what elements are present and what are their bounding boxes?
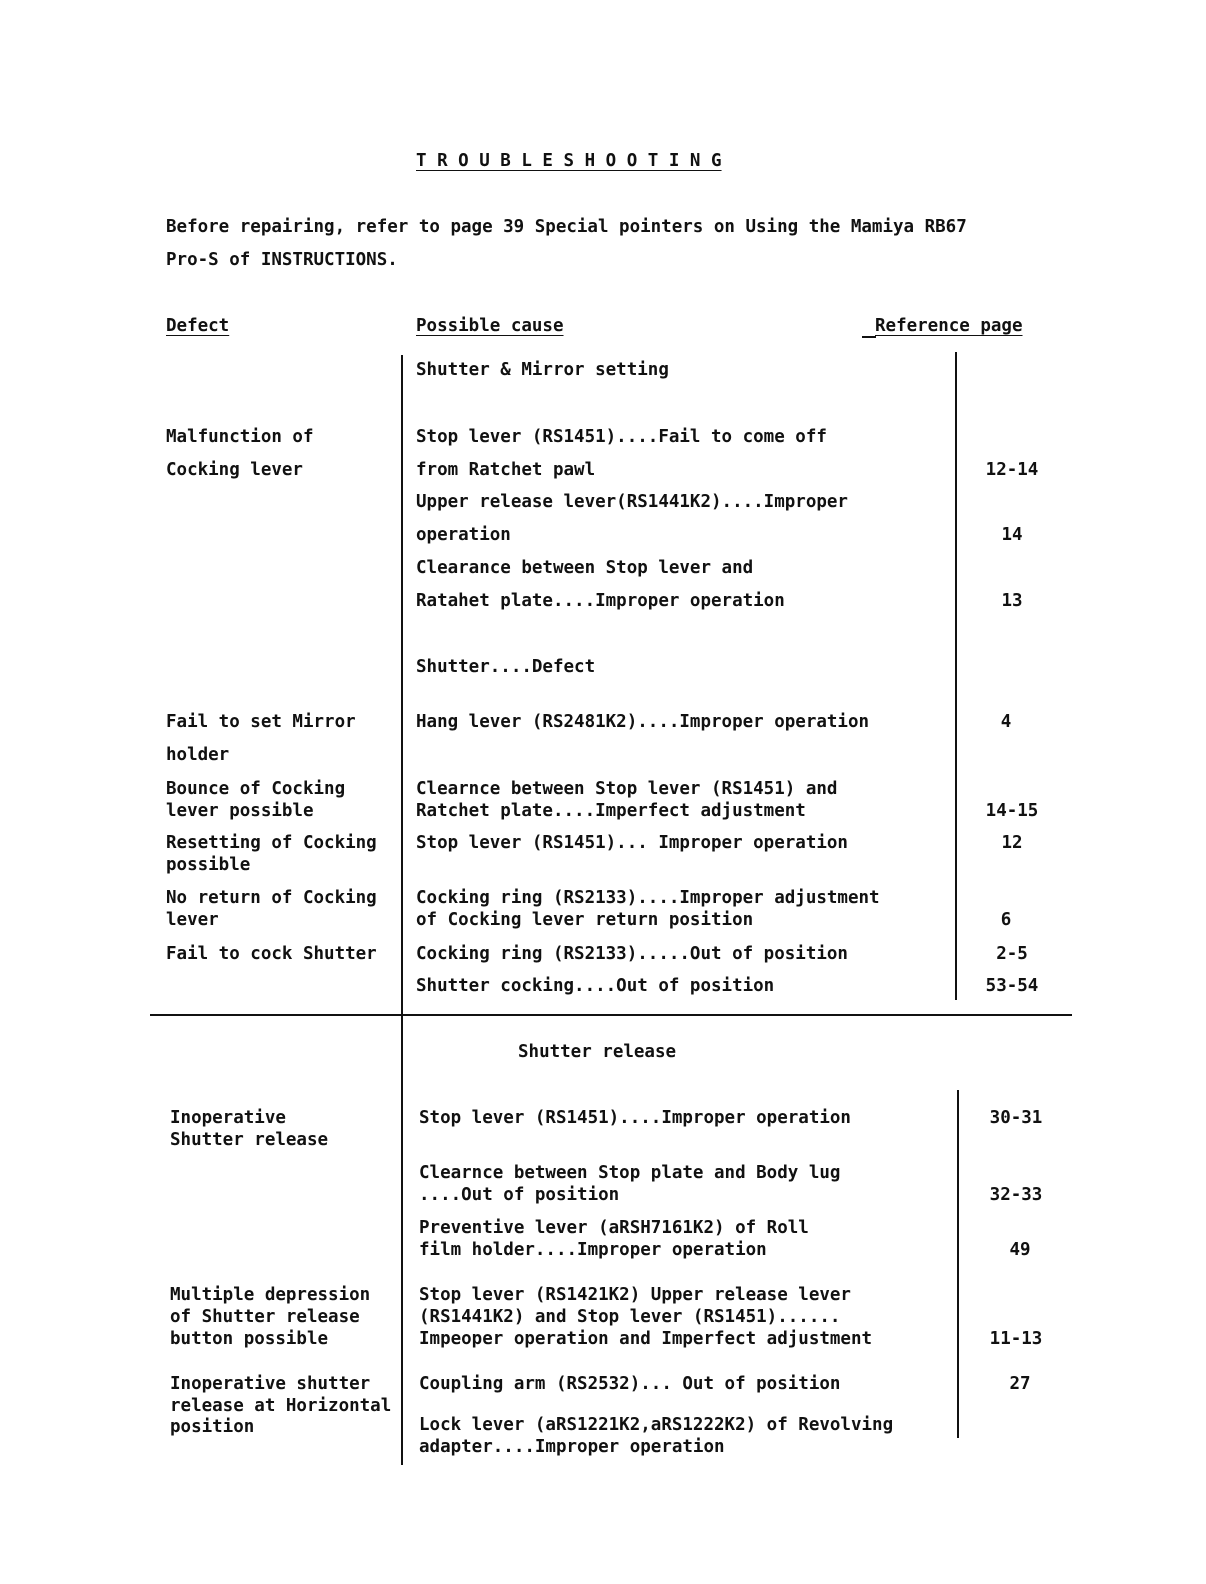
header-possible-cause: Possible cause xyxy=(416,316,564,336)
reference-page: 12 xyxy=(1001,833,1023,853)
defect-text: holder xyxy=(166,745,230,765)
reference-page: 12-14 xyxy=(985,460,1039,480)
defect-text: lever possible xyxy=(166,801,314,821)
cause-text: Cocking ring (RS2133)....Improper adjustment xyxy=(416,888,880,908)
cause-text: Shutter....Defect xyxy=(416,657,596,677)
reference-page: 2-5 xyxy=(996,944,1028,964)
defect-text: release at Horizontal xyxy=(170,1396,392,1416)
defect-text: position xyxy=(170,1417,255,1437)
intro-line-2: Pro-S of INSTRUCTIONS. xyxy=(166,250,398,270)
cause-text: ....Out of position xyxy=(419,1185,620,1205)
cause-text: Stop lever (RS1451)....Improper operation xyxy=(419,1108,851,1128)
cause-text: Impeoper operation and Imperfect adjustment xyxy=(419,1329,873,1349)
defect-text: lever xyxy=(166,910,219,930)
header-reference-page: Reference page xyxy=(875,316,1023,336)
cause-text: Clearance between Stop lever and xyxy=(416,558,754,578)
reference-page: 4 xyxy=(1000,712,1012,732)
reference-page: 14-15 xyxy=(985,801,1039,821)
cause-text: Stop lever (RS1421K2) Upper release lever xyxy=(419,1285,851,1305)
reference-page: 32-33 xyxy=(989,1185,1043,1205)
defect-text: of Shutter release xyxy=(170,1307,360,1327)
cause-text: Hang lever (RS2481K2)....Improper operation xyxy=(416,712,870,732)
reference-page: 14 xyxy=(1001,525,1023,545)
section-heading-shutter-mirror: Shutter & Mirror setting xyxy=(416,360,669,380)
cause-text: Clearnce between Stop lever (RS1451) and xyxy=(416,779,838,799)
cause-text: Clearnce between Stop plate and Body lug xyxy=(419,1163,841,1183)
cause-text: Ratahet plate....Improper operation xyxy=(416,591,785,611)
reference-page: 6 xyxy=(1000,910,1012,930)
cause-text: Stop lever (RS1451)... Improper operation xyxy=(416,833,848,853)
cause-text: operation xyxy=(416,525,511,545)
column-divider-right-section-1 xyxy=(955,352,957,1000)
cause-text: Ratchet plate....Imperfect adjustment xyxy=(416,801,806,821)
cause-text: Shutter cocking....Out of position xyxy=(416,976,775,996)
cause-text: Upper release lever(RS1441K2)....Improper xyxy=(416,492,848,512)
cause-text: Cocking ring (RS2133).....Out of position xyxy=(416,944,848,964)
cause-text: Stop lever (RS1451)....Fail to come off xyxy=(416,427,827,447)
defect-text: Inoperative shutter xyxy=(170,1374,371,1394)
header-defect: Defect xyxy=(166,316,230,336)
reference-page: 49 xyxy=(1009,1240,1031,1260)
defect-text: Bounce of Cocking xyxy=(166,779,346,799)
defect-text: Multiple depression xyxy=(170,1285,371,1305)
cause-text: of Cocking lever return position xyxy=(416,910,754,930)
defect-text: Resetting of Cocking xyxy=(166,833,377,853)
cause-text: Preventive lever (aRSH7161K2) of Roll xyxy=(419,1218,809,1238)
column-divider-right-section-2 xyxy=(957,1090,959,1438)
reference-page: 11-13 xyxy=(989,1329,1043,1349)
defect-text: Fail to cock Shutter xyxy=(166,944,377,964)
defect-text: Cocking lever xyxy=(166,460,303,480)
page-title: T R O U B L E S H O O T I N G xyxy=(416,151,722,171)
defect-text: No return of Cocking xyxy=(166,888,377,908)
cause-text: Coupling arm (RS2532)... Out of position xyxy=(419,1374,841,1394)
column-divider-left xyxy=(401,355,403,1465)
reference-page: 30-31 xyxy=(989,1108,1043,1128)
reference-page: 27 xyxy=(1009,1374,1031,1394)
section-heading-shutter-release: Shutter release xyxy=(518,1042,677,1062)
section-divider xyxy=(150,1014,1072,1016)
defect-text: Inoperative xyxy=(170,1108,286,1128)
defect-text: Fail to set Mirror xyxy=(166,712,356,732)
cause-text: Lock lever (aRS1221K2,aRS1222K2) of Revolving xyxy=(419,1415,894,1435)
reference-page: 53-54 xyxy=(985,976,1039,996)
defect-text: possible xyxy=(166,855,251,875)
defect-text: button possible xyxy=(170,1329,329,1349)
cause-text: from Ratchet pawl xyxy=(416,460,596,480)
reference-page: 13 xyxy=(1001,591,1023,611)
intro-line-1: Before repairing, refer to page 39 Special pointers on Using the Mamiya RB67 xyxy=(166,217,967,237)
cause-text: (RS1441K2) and Stop lever (RS1451)...... xyxy=(419,1307,841,1327)
header-underline-extension xyxy=(862,336,876,338)
cause-text: film holder....Improper operation xyxy=(419,1240,767,1260)
cause-text: adapter....Improper operation xyxy=(419,1437,725,1457)
defect-text: Shutter release xyxy=(170,1130,329,1150)
defect-text: Malfunction of xyxy=(166,427,314,447)
